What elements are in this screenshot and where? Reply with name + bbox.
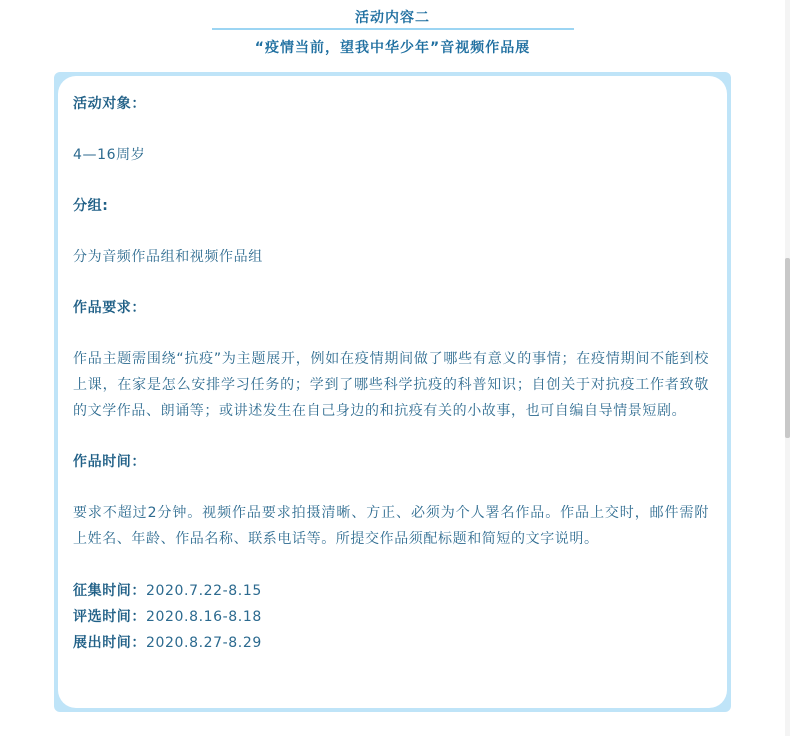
schedule-row-collection <box>73 578 709 604</box>
schedule-row-exhibition <box>73 630 709 656</box>
requirements-label: 作品要求： <box>73 300 146 316</box>
page-title: “疫情当前，望我中华少年”音视频作品展 <box>254 40 531 56</box>
schedule-value: 2020.8.16-8.18 <box>146 609 262 625</box>
schedule-value: 2020.8.27-8.29 <box>146 635 262 651</box>
card-content <box>73 92 709 656</box>
scrollbar-thumb[interactable] <box>785 258 790 438</box>
requirements-text: 作品主题需围绕“抗疫”为主题展开，例如在疫情期间做了哪些有意义的事情；在疫情期间不能到校上课，在家是怎么安排学习任务的；学到了哪些科学抗疫的科普知识；自创关于对抗疫工作者致敬的文学作品、朗诵等；或讲述发生在自己身边的和抗疫有关的小故事，也可自编自导情景短剧。 <box>73 351 709 419</box>
target-value: 4—16周岁 <box>73 147 146 163</box>
schedule-label: 评选时间： <box>73 609 146 625</box>
schedule-label: 展出时间： <box>73 635 146 651</box>
group-value: 分为音频作品组和视频作品组 <box>73 249 263 265</box>
time-label: 作品时间： <box>73 454 146 470</box>
time-text: 要求不超过2分钟。视频作品要求拍摄清晰、方正、必须为个人署名作品。作品上交时，邮件需附上姓名、年龄、作品名称、联系电话等。所提交作品须配标题和简短的文字说明。 <box>73 505 709 547</box>
header-divider <box>212 28 574 30</box>
schedule-label: 征集时间： <box>73 583 146 599</box>
schedule-row-selection <box>73 604 709 630</box>
group-label: 分组: <box>73 198 109 214</box>
section-subtitle: 活动内容二 <box>355 10 430 26</box>
target-label: 活动对象： <box>73 96 146 112</box>
schedule-value: 2020.7.22-8.15 <box>146 583 262 599</box>
